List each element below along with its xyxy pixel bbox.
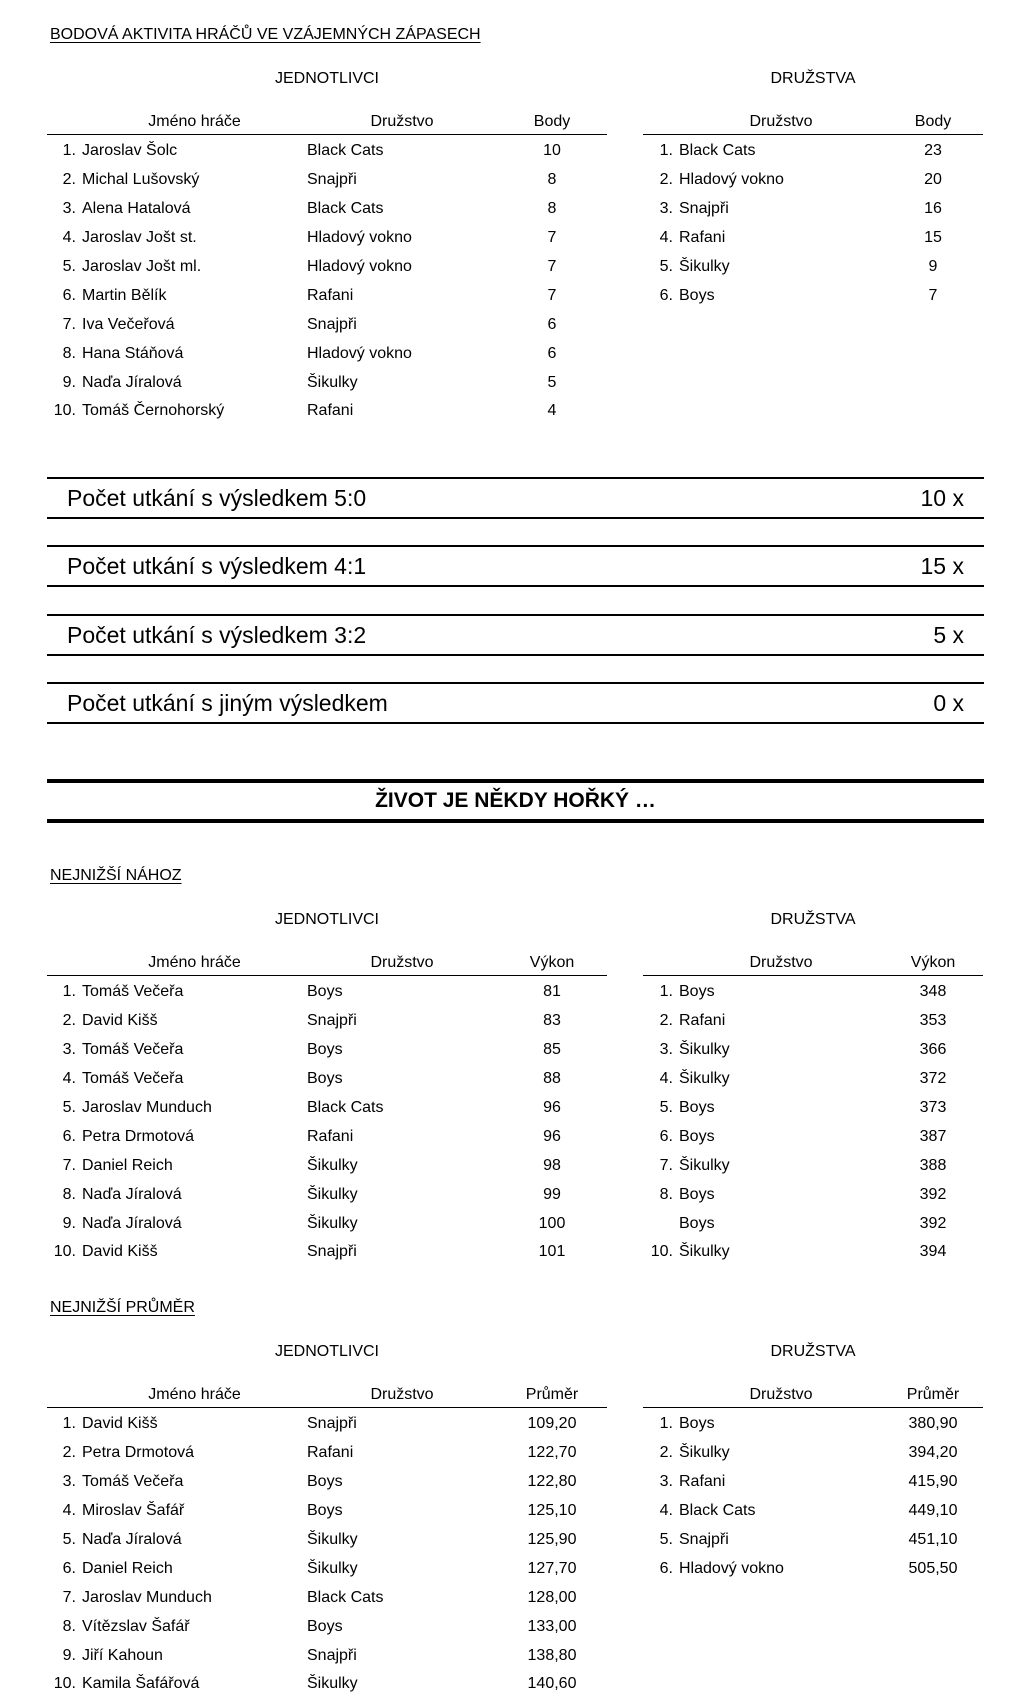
cell-value: 7: [547, 286, 557, 304]
cell-rank: 1.: [659, 983, 673, 1001]
cell-name: Vítězslav Šafář: [82, 1617, 190, 1635]
table-row: [47, 976, 607, 1007]
cell-team: Hladový vokno: [679, 171, 784, 189]
cell-rank: 5.: [62, 1099, 76, 1116]
cell-team: Šikulky: [679, 258, 730, 275]
cell-team: Šikulky: [679, 1243, 730, 1261]
cell-value: 392: [919, 1214, 947, 1232]
individuals-label: JEDNOTLIVCI: [274, 1343, 379, 1360]
cell-name: David Kišš: [82, 1243, 158, 1261]
cell-value: 5: [547, 373, 557, 391]
cell-value: 380,90: [908, 1415, 958, 1433]
col-header-name: Jméno hráče: [82, 103, 307, 135]
cell-value: 96: [543, 1099, 561, 1116]
cell-team: Black Cats: [679, 142, 756, 160]
cell-name: Kamila Šafářová: [82, 1675, 200, 1693]
cell-team: Boys: [307, 1041, 343, 1059]
cell-team: Rafani: [307, 402, 354, 420]
cell-rank: 9.: [62, 1646, 76, 1664]
col-header-value: Průměr: [883, 1376, 983, 1408]
cell-name: David Kišš: [82, 1415, 158, 1433]
cell-rank: 6.: [659, 1127, 673, 1145]
cell-team: Šikulky: [679, 1041, 730, 1059]
cell-rank: 4.: [659, 229, 673, 247]
table-row: [47, 224, 607, 253]
stat-value: 0 x: [933, 690, 964, 716]
table-row: [643, 1238, 983, 1267]
cell-value: 122,80: [527, 1473, 577, 1491]
cell-value: 415,90: [908, 1473, 958, 1491]
table-row: [643, 1526, 983, 1555]
cell-name: Petra Drmotová: [82, 1444, 195, 1462]
table-row: [47, 135, 607, 166]
table-row: [643, 1497, 983, 1526]
teams-label: DRUŽSTVA: [770, 70, 856, 87]
individuals-throw-rows: [47, 976, 607, 1267]
cell-team: Snajpři: [307, 171, 357, 189]
table-row: [47, 1238, 607, 1267]
stat-label: Počet utkání s výsledkem 4:1: [67, 553, 367, 579]
cell-team: Šikulky: [307, 373, 358, 391]
table-row: [47, 1036, 607, 1065]
stat-label: Počet utkání s jiným výsledkem: [67, 690, 388, 716]
table-row: [643, 1209, 983, 1238]
individuals-label: JEDNOTLIVCI: [274, 911, 379, 928]
cell-team: Boys: [307, 1070, 343, 1088]
cell-name: Jiří Kahoun: [82, 1646, 163, 1664]
cell-value: 387: [919, 1127, 947, 1145]
cell-team: Hladový vokno: [307, 344, 412, 362]
cell-name: Daniel Reich: [82, 1559, 173, 1577]
cell-value: 9: [928, 258, 938, 275]
cell-name: Petra Drmotová: [82, 1127, 195, 1145]
cell-team: Šikulky: [307, 1531, 358, 1548]
cell-name: Jaroslav Munduch: [82, 1099, 212, 1116]
col-header-value: Body: [883, 103, 983, 135]
cell-team: Boys: [679, 1415, 715, 1433]
table-row: [47, 1497, 607, 1526]
cell-rank: 7.: [62, 1588, 76, 1606]
col-header-value: Výkon: [497, 944, 607, 976]
table-row: [47, 281, 607, 310]
table-row: [643, 1122, 983, 1151]
cell-team: Boys: [307, 1473, 343, 1491]
cell-team: Boys: [679, 1099, 715, 1116]
cell-value: 23: [924, 142, 942, 160]
cell-rank: 2.: [659, 1444, 673, 1462]
table-row: [643, 1180, 983, 1209]
cell-value: 100: [538, 1214, 566, 1232]
table-row: [643, 281, 983, 310]
individuals-throw-table: [47, 944, 607, 1267]
cell-rank: 2.: [659, 1012, 673, 1030]
col-header-team: Družstvo: [679, 1376, 883, 1408]
col-header-team: Družstvo: [307, 1376, 497, 1408]
table-row: [47, 397, 607, 426]
cell-team: Snajpři: [679, 1531, 729, 1548]
cell-team: Rafani: [307, 1444, 354, 1462]
stat-box: [47, 545, 984, 587]
teams-points-table: [643, 103, 983, 310]
table-row: [47, 1641, 607, 1670]
cell-team: Hladový vokno: [307, 229, 412, 247]
cell-rank: 9.: [62, 373, 76, 391]
table-row: [643, 1036, 983, 1065]
cell-name: Tomáš Černohorský: [82, 402, 225, 420]
cell-rank: 3.: [659, 1473, 673, 1491]
stat-label: Počet utkání s výsledkem 3:2: [67, 622, 367, 648]
cell-rank: 4.: [659, 1502, 673, 1520]
table-row: [643, 135, 983, 166]
col-header-name: Jméno hráče: [82, 944, 307, 976]
cell-team: Boys: [679, 1214, 715, 1232]
cell-team: Black Cats: [679, 1502, 756, 1520]
cell-rank: 3.: [659, 1041, 673, 1059]
stat-label: Počet utkání s výsledkem 5:0: [67, 485, 367, 511]
table-row: [47, 195, 607, 224]
cell-value: 505,50: [908, 1559, 958, 1577]
table-row: [47, 339, 607, 368]
cell-value: 99: [543, 1185, 561, 1203]
cell-name: Naďa Jíralová: [82, 1531, 182, 1548]
cell-rank: 6.: [659, 1559, 673, 1577]
cell-rank: 10.: [650, 1243, 673, 1261]
cell-value: 392: [919, 1185, 947, 1203]
cell-value: 348: [919, 983, 947, 1001]
cell-rank: 7.: [62, 315, 76, 333]
individuals-points-rows: [47, 135, 607, 426]
stat-box: [47, 477, 984, 519]
table-row: [47, 1122, 607, 1151]
cell-rank: 10.: [53, 1675, 76, 1693]
cell-team: Hladový vokno: [307, 258, 412, 275]
cell-name: Jaroslav Jošt ml.: [82, 258, 202, 275]
cell-team: Snajpři: [307, 1243, 357, 1261]
table-row: [47, 1439, 607, 1468]
cell-value: 128,00: [527, 1588, 577, 1606]
cell-team: Snajpři: [679, 200, 729, 218]
cell-team: Šikulky: [307, 1156, 358, 1174]
cell-rank: 7.: [62, 1156, 76, 1174]
cell-rank: 5.: [62, 1531, 76, 1548]
table-row: [47, 166, 607, 195]
cell-rank: 4.: [62, 1502, 76, 1520]
table-row: [47, 1209, 607, 1238]
cell-team: Snajpři: [307, 1012, 357, 1030]
col-header-team: Družstvo: [679, 944, 883, 976]
cell-rank: 6.: [62, 1127, 76, 1145]
cell-rank: 1.: [62, 142, 76, 160]
cell-team: Rafani: [679, 1012, 726, 1030]
individuals-points-table: [47, 103, 607, 426]
table-row: [47, 1468, 607, 1497]
col-header-value: Průměr: [497, 1376, 607, 1408]
cell-value: 83: [543, 1012, 561, 1030]
cell-name: Tomáš Večeřa: [82, 1041, 184, 1059]
cell-rank: 3.: [62, 1473, 76, 1491]
cell-team: Boys: [679, 1185, 715, 1203]
cell-team: Boys: [307, 983, 343, 1001]
cell-value: 394,20: [908, 1444, 958, 1462]
cell-value: 388: [919, 1156, 947, 1174]
table-row: [643, 1007, 983, 1036]
cell-rank: 3.: [659, 200, 673, 218]
cell-rank: 9.: [62, 1214, 76, 1232]
table-row: [47, 1554, 607, 1583]
table-row: [643, 195, 983, 224]
cell-team: Black Cats: [307, 1099, 384, 1116]
cell-team: Boys: [307, 1502, 343, 1520]
cell-name: Hana Stáňová: [82, 344, 184, 362]
cell-team: Šikulky: [307, 1675, 358, 1693]
teams-average-rows: [643, 1408, 983, 1584]
cell-value: 85: [543, 1041, 561, 1059]
cell-rank: 10.: [53, 402, 76, 420]
cell-name: David Kišš: [82, 1012, 158, 1030]
cell-value: 373: [919, 1099, 947, 1116]
cell-name: Michal Lušovský: [82, 171, 200, 189]
col-header-team: Družstvo: [307, 944, 497, 976]
cell-team: Boys: [679, 983, 715, 1001]
cell-name: Naďa Jíralová: [82, 1214, 182, 1232]
table-row: [47, 1180, 607, 1209]
stat-box: [47, 614, 984, 656]
col-header-team: Družstvo: [307, 103, 497, 135]
cell-value: 15: [924, 229, 942, 247]
teams-throw-table: [643, 944, 983, 1267]
cell-name: Alena Hatalová: [82, 200, 191, 218]
cell-rank: 5.: [659, 1531, 673, 1548]
cell-rank: 1.: [62, 1415, 76, 1433]
col-header-name: Jméno hráče: [82, 1376, 307, 1408]
individuals-average-table: [47, 1376, 607, 1699]
cell-value: 353: [919, 1012, 947, 1030]
cell-team: Black Cats: [307, 200, 384, 218]
section-title-points: BODOVÁ AKTIVITA HRÁČŮ VE VZÁJEMNÝCH ZÁPASECH: [50, 26, 481, 43]
table-row: [643, 1151, 983, 1180]
cell-team: Boys: [679, 1127, 715, 1145]
cell-value: 127,70: [527, 1559, 577, 1577]
cell-value: 140,60: [527, 1675, 577, 1693]
stat-value: 10 x: [920, 485, 964, 511]
cell-team: Snajpři: [307, 1415, 357, 1433]
cell-value: 372: [919, 1070, 947, 1088]
cell-team: Rafani: [679, 229, 726, 247]
cell-value: 366: [919, 1041, 947, 1059]
cell-rank: 3.: [62, 1041, 76, 1059]
table-row: [643, 166, 983, 195]
table-row: [47, 1612, 607, 1641]
cell-rank: 8.: [62, 1617, 76, 1635]
cell-rank: 7.: [659, 1156, 673, 1174]
cell-rank: 2.: [62, 1444, 76, 1462]
cell-rank: 5.: [659, 258, 673, 275]
cell-value: 101: [538, 1243, 566, 1261]
stat-value: 15 x: [920, 553, 964, 579]
cell-rank: 6.: [62, 286, 76, 304]
cell-name: Martin Bělík: [82, 286, 167, 304]
individuals-average-rows: [47, 1408, 607, 1699]
cell-value: 125,10: [527, 1502, 577, 1520]
cell-name: Miroslav Šafář: [82, 1502, 185, 1520]
cell-value: 16: [924, 200, 942, 218]
cell-value: 8: [547, 200, 557, 218]
cell-rank: 2.: [659, 171, 673, 189]
cell-team: Šikulky: [679, 1070, 730, 1088]
cell-rank: 10.: [53, 1243, 76, 1261]
teams-throw-rows: [643, 976, 983, 1267]
cell-value: 109,20: [527, 1415, 577, 1433]
cell-value: 4: [547, 402, 557, 420]
cell-name: Tomáš Večeřa: [82, 1070, 184, 1088]
cell-rank: 8.: [659, 1185, 673, 1203]
cell-value: 122,70: [527, 1444, 577, 1462]
table-row: [47, 1151, 607, 1180]
cell-team: Snajpři: [307, 1646, 357, 1664]
cell-name: Naďa Jíralová: [82, 373, 182, 391]
table-row: [643, 1439, 983, 1468]
cell-value: 449,10: [908, 1502, 958, 1520]
cell-rank: 6.: [659, 286, 673, 304]
teams-label: DRUŽSTVA: [770, 911, 856, 928]
cell-name: Daniel Reich: [82, 1156, 173, 1174]
table-row: [47, 310, 607, 339]
table-row: [47, 1094, 607, 1123]
cell-team: Snajpři: [307, 315, 357, 333]
cell-name: Tomáš Večeřa: [82, 1473, 184, 1491]
cell-team: Šikulky: [679, 1156, 730, 1174]
table-row: [47, 1670, 607, 1699]
table-row: [47, 1526, 607, 1555]
cell-team: Black Cats: [307, 1588, 384, 1606]
table-row: [643, 976, 983, 1007]
cell-name: Tomáš Večeřa: [82, 983, 184, 1001]
cell-team: Rafani: [307, 1127, 354, 1145]
cell-team: Šikulky: [307, 1559, 358, 1577]
cell-team: Boys: [679, 286, 715, 304]
table-row: [643, 224, 983, 253]
cell-value: 7: [928, 286, 938, 304]
table-row: [643, 253, 983, 282]
cell-value: 394: [919, 1243, 947, 1261]
cell-value: 133,00: [527, 1617, 577, 1635]
teams-points-rows: [643, 135, 983, 311]
cell-rank: 6.: [62, 1559, 76, 1577]
cell-team: Boys: [307, 1617, 343, 1635]
cell-rank: 4.: [659, 1070, 673, 1088]
col-header-value: Výkon: [883, 944, 983, 976]
cell-rank: 1.: [62, 983, 76, 1001]
cell-rank: 3.: [62, 200, 76, 218]
cell-value: 8: [547, 171, 557, 189]
cell-name: Jaroslav Jošt st.: [82, 229, 197, 247]
cell-rank: 4.: [62, 229, 76, 247]
table-row: [47, 1408, 607, 1439]
cell-rank: 5.: [659, 1099, 673, 1116]
table-row: [643, 1094, 983, 1123]
cell-rank: 5.: [62, 258, 76, 275]
cell-value: 138,80: [527, 1646, 577, 1664]
cell-value: 7: [547, 258, 557, 275]
table-row: [47, 1007, 607, 1036]
stat-value: 5 x: [933, 622, 964, 648]
table-row: [47, 253, 607, 282]
cell-value: 96: [543, 1127, 561, 1145]
cell-value: 125,90: [527, 1531, 577, 1548]
cell-name: Iva Večeřová: [82, 315, 175, 333]
cell-team: Hladový vokno: [679, 1559, 784, 1577]
cell-value: 10: [543, 142, 561, 160]
cell-rank: 1.: [659, 142, 673, 160]
cell-value: 98: [543, 1156, 561, 1174]
teams-average-table: [643, 1376, 983, 1583]
cell-rank: [643, 1209, 679, 1238]
table-row: [643, 1554, 983, 1583]
cell-value: 20: [924, 171, 942, 189]
table-row: [47, 1065, 607, 1094]
stat-box: [47, 682, 984, 724]
teams-label: DRUŽSTVA: [770, 1343, 856, 1360]
cell-team: Black Cats: [307, 142, 384, 160]
cell-rank: 4.: [62, 1070, 76, 1088]
table-row: [643, 1468, 983, 1497]
cell-value: 7: [547, 229, 557, 247]
individuals-label: JEDNOTLIVCI: [274, 70, 379, 87]
table-row: [643, 1065, 983, 1094]
table-row: [47, 1583, 607, 1612]
table-row: [643, 1408, 983, 1439]
banner-heading: ŽIVOT JE NĚKDY HOŘKÝ …: [47, 779, 984, 823]
col-header-value: Body: [497, 103, 607, 135]
section-title-lowest-average: NEJNIŽŠÍ PRŮMĚR: [50, 1299, 195, 1316]
cell-value: 6: [547, 315, 557, 333]
cell-team: Šikulky: [307, 1185, 358, 1203]
cell-team: Rafani: [679, 1473, 726, 1491]
cell-name: Jaroslav Šolc: [82, 142, 178, 160]
cell-team: Šikulky: [307, 1214, 358, 1232]
cell-rank: 1.: [659, 1415, 673, 1433]
col-header-team: Družstvo: [679, 103, 883, 135]
cell-name: Jaroslav Munduch: [82, 1588, 212, 1606]
cell-name: Naďa Jíralová: [82, 1185, 182, 1203]
cell-value: 6: [547, 344, 557, 362]
cell-rank: 8.: [62, 1185, 76, 1203]
cell-value: 88: [543, 1070, 561, 1088]
cell-value: 81: [543, 983, 561, 1001]
cell-rank: 8.: [62, 344, 76, 362]
cell-team: Rafani: [307, 286, 354, 304]
cell-value: 451,10: [908, 1531, 958, 1548]
table-row: [47, 368, 607, 397]
cell-rank: 2.: [62, 1012, 76, 1030]
cell-team: Šikulky: [679, 1444, 730, 1462]
section-title-lowest-throw: NEJNIŽŠÍ NÁHOZ: [50, 867, 182, 884]
cell-rank: 2.: [62, 171, 76, 189]
